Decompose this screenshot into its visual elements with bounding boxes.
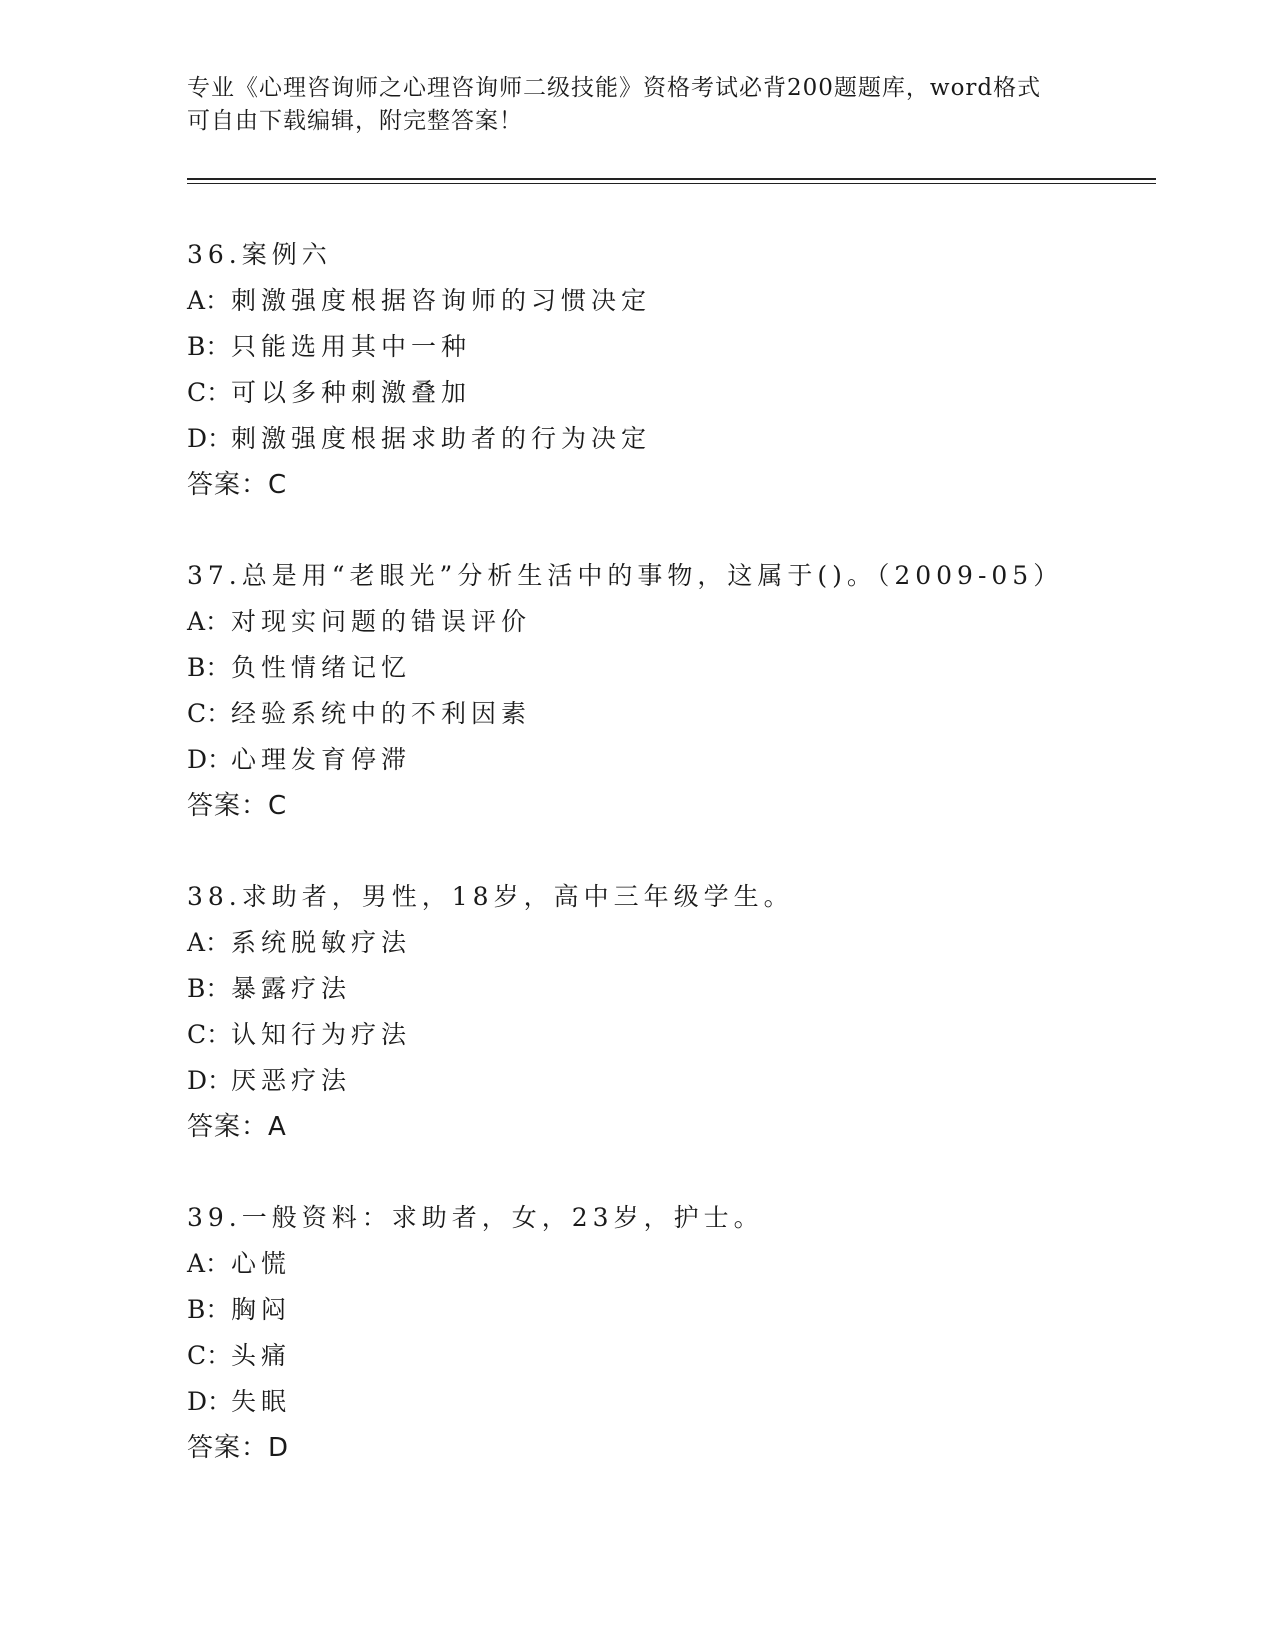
option-a <box>187 1241 1187 1287</box>
document-header <box>187 72 1087 138</box>
option-text: 只能选用其中一种 <box>231 332 472 361</box>
question-list <box>187 232 1187 1516</box>
option-d <box>187 416 1187 462</box>
option-key: C： <box>187 699 232 728</box>
option-key: A： <box>187 1249 231 1278</box>
option-key: B： <box>187 1295 231 1324</box>
answer-line: 答案：C <box>187 791 288 821</box>
option-key: C： <box>187 1341 232 1370</box>
option-text: 失眠 <box>231 1387 292 1416</box>
option-d <box>187 1379 1187 1425</box>
option-key: A： <box>187 286 231 315</box>
option-text: 负性情绪记忆 <box>231 653 412 682</box>
option-text: 心理发育停滞 <box>231 745 412 774</box>
option-b <box>187 645 1187 691</box>
option-b <box>187 324 1187 370</box>
header-divider-top <box>187 178 1156 180</box>
option-text: 认知行为疗法 <box>231 1020 412 1049</box>
header-line-1: 专业《心理咨询师之心理咨询师二级技能》资格考试必背200题题库，word格式 <box>187 75 1042 101</box>
option-b <box>187 966 1187 1012</box>
header-divider-bottom <box>187 183 1156 184</box>
option-key: C： <box>187 378 232 407</box>
option-text: 刺激强度根据求助者的行为决定 <box>231 424 652 453</box>
option-text: 胸闷 <box>231 1295 292 1324</box>
answer-line: 答案：A <box>187 1112 287 1142</box>
option-text: 刺激强度根据咨询师的习惯决定 <box>231 286 652 315</box>
option-key: C： <box>187 1020 232 1049</box>
option-a <box>187 599 1187 645</box>
question-37 <box>187 553 1187 829</box>
option-text: 经验系统中的不利因素 <box>231 699 532 728</box>
question-stem: 38.求助者，男性，18岁，高中三年级学生。 <box>187 882 794 911</box>
question-stem: 39.一般资料：求助者，女，23岁，护士。 <box>187 1203 764 1232</box>
option-text: 头痛 <box>231 1341 292 1370</box>
answer-line: 答案：D <box>187 1433 290 1463</box>
option-d <box>187 1058 1187 1104</box>
option-d <box>187 737 1187 783</box>
option-text: 对现实问题的错误评价 <box>231 607 532 636</box>
option-text: 系统脱敏疗法 <box>231 928 412 957</box>
option-a <box>187 278 1187 324</box>
option-c <box>187 1333 1187 1379</box>
option-key: B： <box>187 332 231 361</box>
question-stem: 37.总是用“老眼光”分析生活中的事物，这属于()。（2009-05） <box>187 561 1064 590</box>
question-38 <box>187 874 1187 1150</box>
option-key: D： <box>187 424 233 453</box>
option-key: D： <box>187 1387 233 1416</box>
option-a <box>187 920 1187 966</box>
answer-line: 答案：C <box>187 470 288 500</box>
option-text: 厌恶疗法 <box>231 1066 352 1095</box>
header-line-2: 可自由下载编辑，附完整答案！ <box>187 108 523 134</box>
option-text: 暴露疗法 <box>231 974 352 1003</box>
option-c <box>187 370 1187 416</box>
question-stem: 36.案例六 <box>187 240 332 269</box>
question-39 <box>187 1195 1187 1471</box>
option-key: A： <box>187 607 231 636</box>
option-c <box>187 1012 1187 1058</box>
question-36 <box>187 232 1187 508</box>
option-key: B： <box>187 974 231 1003</box>
option-c <box>187 691 1187 737</box>
option-key: D： <box>187 1066 233 1095</box>
option-text: 心慌 <box>231 1249 292 1278</box>
option-b <box>187 1287 1187 1333</box>
option-key: A： <box>187 928 231 957</box>
option-key: B： <box>187 653 231 682</box>
option-key: D： <box>187 745 233 774</box>
option-text: 可以多种刺激叠加 <box>231 378 472 407</box>
